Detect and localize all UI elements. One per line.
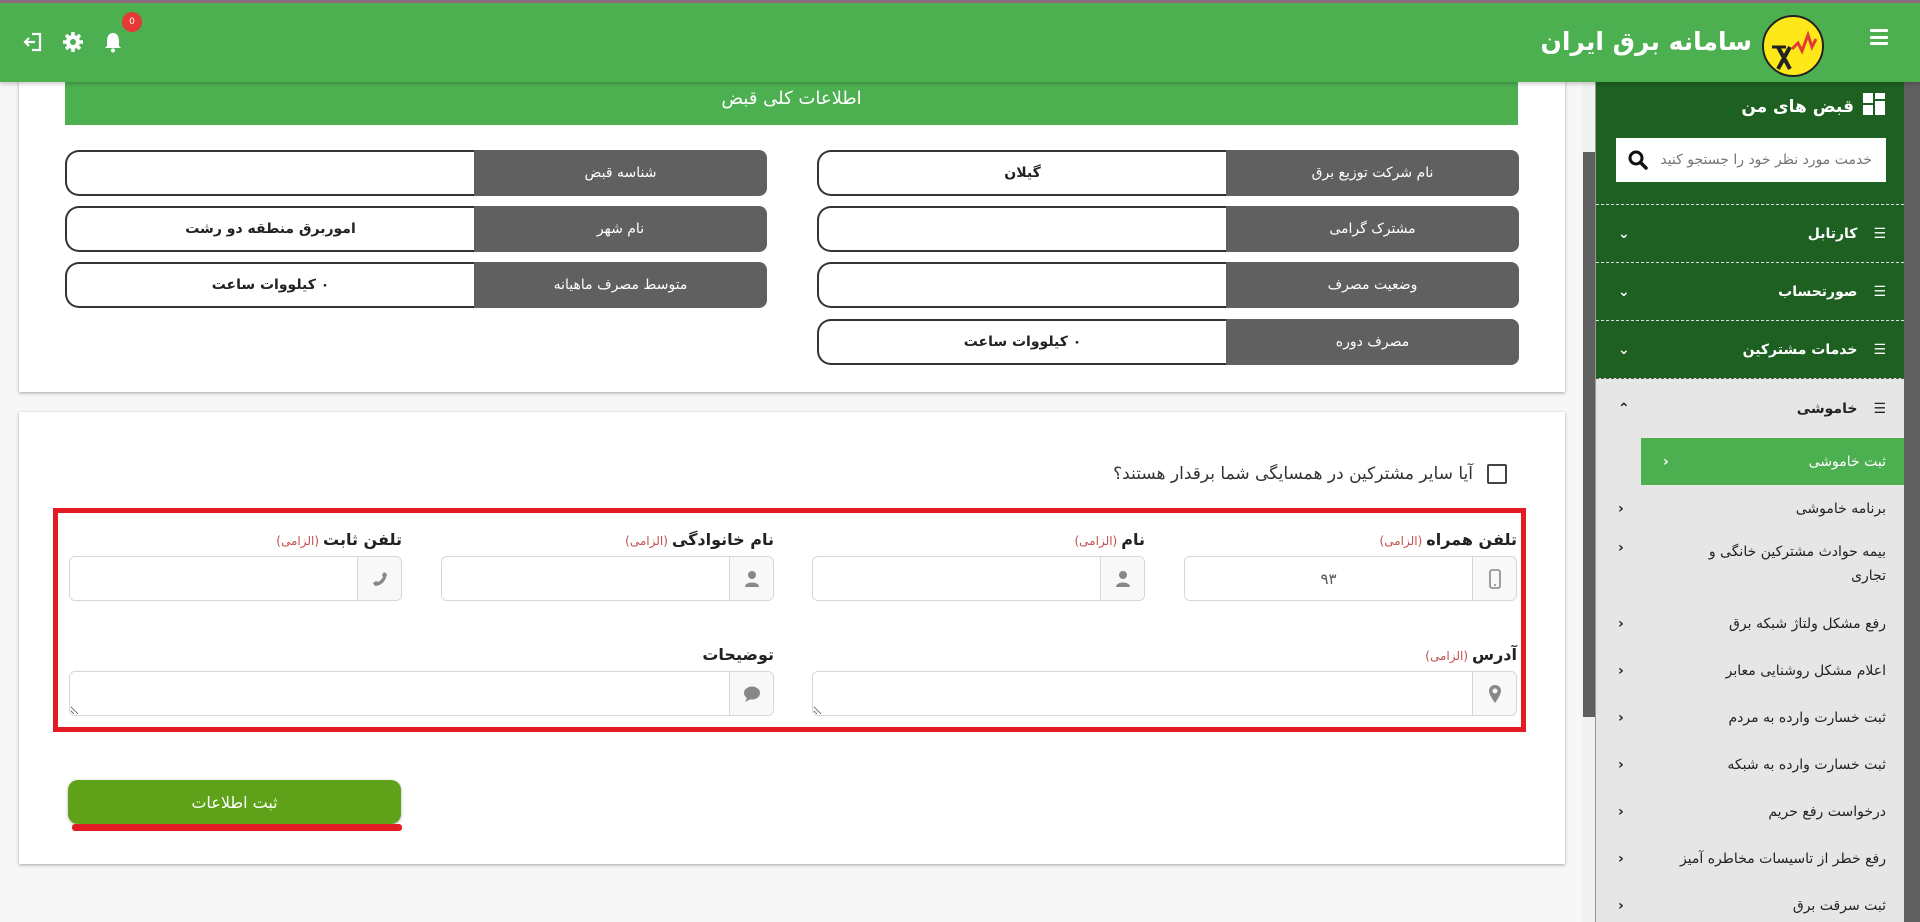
sidebar-group-customer-services[interactable]: ☰ خدمات مشترکین ⌄ <box>1596 320 1904 378</box>
main-scrollbar[interactable] <box>1582 82 1596 922</box>
info-label: شناسه قبض <box>474 150 767 196</box>
main-content <box>0 82 1582 922</box>
first-name-field <box>812 530 1145 601</box>
chevron-left-icon: ‹ <box>1618 850 1624 867</box>
user-icon <box>729 557 773 600</box>
sidebar-search <box>1616 138 1886 182</box>
landline-input[interactable] <box>70 557 357 600</box>
chevron-left-icon: ‹ <box>1618 615 1624 632</box>
description-textarea[interactable] <box>70 672 729 715</box>
sidebar-title[interactable]: قبض های من <box>1741 92 1886 121</box>
info-label: مشترک گرامی <box>1226 206 1519 252</box>
info-label: نام شهر <box>474 206 767 252</box>
chevron-down-icon: ⌄ <box>1618 283 1630 300</box>
list-icon: ☰ <box>1873 225 1886 242</box>
neighbors-question <box>1113 464 1507 484</box>
info-label: متوسط مصرف ماهیانه <box>474 262 767 308</box>
landline-field <box>69 530 402 601</box>
address-label: آدرس <box>1472 645 1517 664</box>
search-icon[interactable] <box>1616 150 1660 170</box>
last-name-input[interactable] <box>442 557 729 600</box>
sidebar-header <box>1596 82 1904 204</box>
outage-form-card <box>19 412 1565 864</box>
required-tag: (الزامی) <box>1425 649 1469 663</box>
landline-label: تلفن ثابت <box>323 530 402 549</box>
mobile-field <box>1184 530 1517 601</box>
chevron-left-icon: ‹ <box>1618 500 1624 517</box>
highlight-underline <box>72 824 402 831</box>
info-row-subscriber <box>817 206 1519 252</box>
sidebar-item-voltage-problem[interactable]: رفع مشکل ولتاژ شبکه برق ‹ <box>1618 615 1886 632</box>
hamburger-menu-icon[interactable] <box>1870 29 1888 45</box>
phone-icon <box>357 557 401 600</box>
sidebar-item-privacy-removal[interactable]: درخواست رفع حریم ‹ <box>1618 803 1886 820</box>
mobile-input[interactable] <box>1185 557 1472 600</box>
required-tag: (الزامی) <box>276 534 320 548</box>
sidebar-item-accident-insurance[interactable]: بیمه حوادث مشترکین خانگی و تجاری ‹ <box>1618 540 1886 584</box>
sidebar-item-hazard-removal[interactable]: رفع خطر از تاسیسات مخاطره آمیز ‹ <box>1618 850 1886 867</box>
required-tag: (الزامی) <box>625 534 668 548</box>
info-row-city <box>65 206 767 252</box>
neighbors-question-label: آیا سایر مشترکین در همسایگی شما برقدار هستند؟ <box>1113 464 1473 484</box>
sidebar-item-outage-schedule[interactable]: برنامه خاموشی ‹ <box>1618 500 1886 517</box>
chevron-left-icon: ‹ <box>1618 709 1624 726</box>
info-value: اموربرق منطقه دو رشت <box>65 206 474 252</box>
sidebar-group-cartable[interactable]: ☰ کارتابل ⌄ <box>1596 204 1904 262</box>
comment-icon <box>729 672 773 715</box>
info-value: ۰ کیلووات ساعت <box>817 319 1226 365</box>
chevron-left-icon: ‹ <box>1618 540 1624 556</box>
sidebar-item-register-outage[interactable]: ثبت خاموشی ‹ <box>1641 438 1904 485</box>
top-bar <box>0 0 1920 82</box>
info-row-consumption-status <box>817 262 1519 308</box>
bell-icon[interactable] <box>102 31 124 53</box>
list-icon: ☰ <box>1873 283 1886 300</box>
list-icon: ☰ <box>1873 341 1886 358</box>
info-label: وضعیت مصرف <box>1226 262 1519 308</box>
chevron-left-icon: ‹ <box>1618 897 1624 914</box>
required-tag: (الزامی) <box>1379 534 1423 548</box>
chevron-left-icon: ‹ <box>1663 453 1669 470</box>
info-value: گیلان <box>817 150 1226 196</box>
info-row-avg-monthly <box>65 262 767 308</box>
bill-info-title: اطلاعات کلی قبض <box>65 72 1518 125</box>
chevron-up-icon: ⌃ <box>1618 400 1630 417</box>
info-row-period-consumption <box>817 319 1519 365</box>
info-row-bill-id <box>65 150 767 196</box>
required-tag: (الزامی) <box>1074 534 1118 548</box>
logo <box>1762 15 1824 77</box>
first-name-label: نام <box>1121 530 1145 549</box>
sidebar-item-damage-people[interactable]: ثبت خسارت وارده به مردم ‹ <box>1618 709 1886 726</box>
sidebar-group-invoice[interactable]: ☰ صورتحساب ⌄ <box>1596 262 1904 320</box>
gear-icon[interactable] <box>62 31 84 53</box>
info-value <box>65 150 474 196</box>
service-search-input[interactable] <box>1660 152 1886 168</box>
description-label: توضیحات <box>702 645 774 664</box>
address-textarea[interactable] <box>813 672 1472 715</box>
info-value <box>817 206 1226 252</box>
info-row-distribution-company <box>817 150 1519 196</box>
submit-button[interactable]: ثبت اطلاعات <box>68 780 401 824</box>
chevron-left-icon: ‹ <box>1618 803 1624 820</box>
chevron-down-icon: ⌄ <box>1618 225 1630 242</box>
last-name-field <box>441 530 774 601</box>
scrollbar-thumb[interactable] <box>1583 152 1595 717</box>
sidebar-item-street-lighting[interactable]: اعلام مشکل روشنایی معابر ‹ <box>1618 662 1886 679</box>
chevron-down-icon: ⌄ <box>1618 341 1630 358</box>
mobile-icon <box>1472 557 1516 600</box>
notification-badge: 0 <box>122 12 142 32</box>
description-field <box>69 645 774 716</box>
last-name-label: نام خانوادگی <box>671 530 774 549</box>
sidebar-item-electricity-theft[interactable]: ثبت سرقت برق ‹ <box>1618 897 1886 914</box>
mobile-label: تلفن همراه <box>1426 530 1517 549</box>
address-field <box>812 645 1517 716</box>
sidebar-scrollbar[interactable] <box>1904 82 1920 922</box>
first-name-input[interactable] <box>813 557 1100 600</box>
logout-icon[interactable] <box>22 31 44 53</box>
chevron-left-icon: ‹ <box>1618 662 1624 679</box>
brand-title: سامانه برق ایران <box>1540 27 1752 56</box>
map-marker-icon <box>1472 672 1516 715</box>
sidebar-group-outage[interactable]: ☰ خاموشی ⌃ <box>1596 378 1904 438</box>
chevron-left-icon: ‹ <box>1618 756 1624 773</box>
neighbors-checkbox[interactable] <box>1487 464 1507 484</box>
info-value <box>817 262 1226 308</box>
dashboard-icon <box>1862 92 1886 121</box>
info-value: ۰ کیلووات ساعت <box>65 262 474 308</box>
info-label: نام شرکت توزیع برق <box>1226 150 1519 196</box>
list-icon: ☰ <box>1873 400 1886 417</box>
user-icon <box>1100 557 1144 600</box>
bill-info-card <box>19 72 1565 392</box>
sidebar-item-damage-network[interactable]: ثبت خسارت وارده به شبکه ‹ <box>1618 756 1886 773</box>
sidebar <box>1596 82 1904 922</box>
info-label: مصرف دوره <box>1226 319 1519 365</box>
